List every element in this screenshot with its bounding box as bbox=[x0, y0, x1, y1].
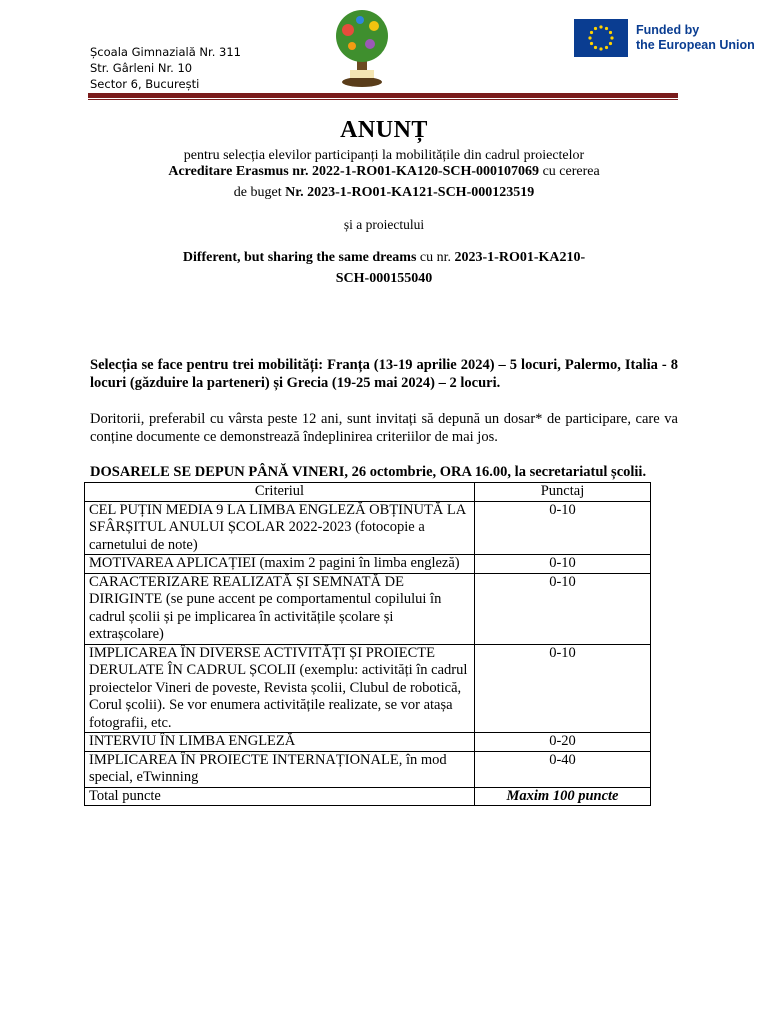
table-row bbox=[85, 733, 651, 752]
criterion-cell: MOTIVAREA APLICAȚIEI (maxim 2 pagini în limba engleză) bbox=[85, 555, 475, 574]
school-sector: Sector 6, București bbox=[90, 77, 200, 91]
school-logo-tree-icon bbox=[330, 8, 394, 90]
selection-paragraph: Selecția se face pentru trei mobilități: Franța (13-19 aprilie 2024) – 5 locuri, Palermo, Italia - 8 locuri (găzduire la parteneri) și Grecia (19-25 mai 2024) – 2 locuri. bbox=[90, 357, 678, 391]
project-number-part1: 2023-1-RO01-KA210- bbox=[454, 250, 586, 265]
eu-label-line1: Funded by bbox=[636, 23, 700, 37]
table-row bbox=[85, 751, 651, 787]
invitation-paragraph: Doritorii, preferabil cu vârsta peste 12 ani, sunt invitați să depună un dosar* de participare, care va conține documente ce demonstrează îndeplinirea criteriilor de mai jos. bbox=[90, 411, 678, 445]
deadline-paragraph: DOSARELE SE DEPUN PÂNĂ VINERI, 26 octombrie, ORA 16.00, la secretariatul școlii. bbox=[90, 464, 647, 480]
project-number-part2: SCH-000155040 bbox=[335, 271, 433, 286]
project-name: Different, but sharing the same dreams bbox=[182, 250, 417, 265]
criterion-cell: INTERVIU ÎN LIMBA ENGLEZĂ bbox=[85, 733, 475, 752]
criterion-cell: IMPLICAREA ÎN PROIECTE INTERNAȚIONALE, în mod special, eTwinning bbox=[85, 751, 475, 787]
header-divider bbox=[88, 93, 678, 98]
budget-number: Nr. 2023-1-RO01-KA121-SCH-000123519 bbox=[285, 185, 535, 200]
score-cell: 0-40 bbox=[474, 751, 650, 787]
table-header-row bbox=[85, 483, 651, 502]
project-nr-label: cu nr. bbox=[416, 250, 455, 265]
school-name: Școala Gimnazială Nr. 311 bbox=[90, 45, 241, 59]
eu-label-line2: the European Union bbox=[636, 38, 755, 52]
subtitle-line2-rest: cu cererea bbox=[539, 164, 600, 179]
score-cell: 0-20 bbox=[474, 733, 650, 752]
project-line1 bbox=[88, 250, 680, 266]
header-divider-thin bbox=[88, 99, 678, 100]
subtitle-line4: și a proiectului bbox=[343, 217, 425, 232]
subtitle-line2 bbox=[88, 164, 680, 180]
school-street: Str. Gârleni Nr. 10 bbox=[90, 61, 193, 75]
eu-flag-icon bbox=[574, 19, 628, 57]
school-address bbox=[90, 44, 241, 92]
eu-funding-logo bbox=[574, 18, 755, 58]
subtitle-line1: pentru selecția elevilor participanți la mobilitățile din cadrul proiectelor bbox=[183, 148, 585, 163]
score-cell: 0-10 bbox=[474, 573, 650, 644]
page-title: ANUNȚ bbox=[340, 117, 428, 143]
subtitle-line3-pre: de buget bbox=[233, 185, 286, 200]
table-total-row bbox=[85, 787, 651, 806]
table-row bbox=[85, 501, 651, 555]
table-header-criterion: Criteriul bbox=[85, 483, 475, 502]
score-cell: 0-10 bbox=[474, 644, 650, 733]
table-row bbox=[85, 573, 651, 644]
table-header-score: Punctaj bbox=[474, 483, 650, 502]
criterion-cell: IMPLICAREA ÎN DIVERSE ACTIVITĂȚI ȘI PROIECTE DERULATE ÎN CADRUL ȘCOLII (exemplu: activități în cadrul proiectelor Vineri de poveste, Revista școlii, Clubul de robotică, Corul școlii). Se vor enumera activitățile realizate, se vor atașa fotografii, etc. bbox=[85, 644, 475, 733]
table-row bbox=[85, 644, 651, 733]
score-cell: 0-10 bbox=[474, 501, 650, 555]
total-label-cell: Total puncte bbox=[85, 787, 475, 806]
criteria-table bbox=[84, 482, 651, 806]
accreditation-number: Acreditare Erasmus nr. 2022-1-RO01-KA120-SCH-000107069 bbox=[168, 164, 540, 179]
subtitle-line3 bbox=[88, 185, 680, 201]
table-row bbox=[85, 555, 651, 574]
criterion-cell: CEL PUȚIN MEDIA 9 LA LIMBA ENGLEZĂ OBȚINUTĂ LA SFÂRȘITUL ANULUI ȘCOLAR 2022-2023 (fotocopie a carnetului de note) bbox=[85, 501, 475, 555]
criterion-cell: CARACTERIZARE REALIZATĂ ȘI SEMNATĂ DE DIRIGINTE (se pune accent pe comportamentul copilului în cadrul școlii și pe implicarea în activitățile școlare și extrașcolare) bbox=[85, 573, 475, 644]
score-cell: 0-10 bbox=[474, 555, 650, 574]
total-value-cell: Maxim 100 puncte bbox=[474, 787, 650, 806]
